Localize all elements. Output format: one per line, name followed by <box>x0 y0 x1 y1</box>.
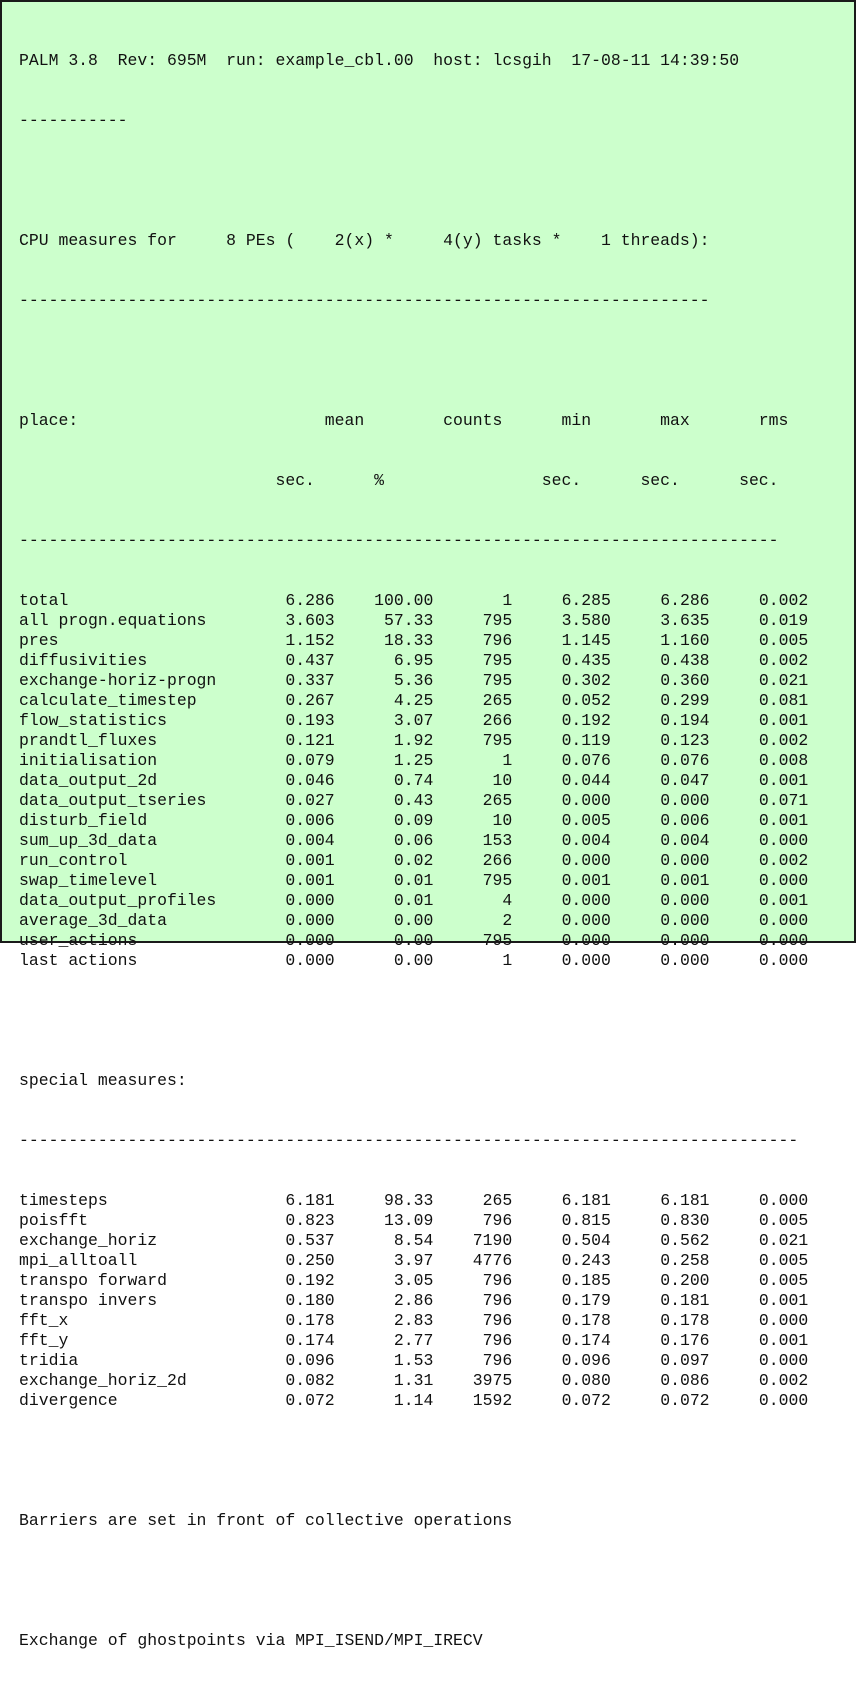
table-row <box>19 631 808 651</box>
table-row <box>19 1331 808 1351</box>
cell-min: 0.076 <box>512 751 611 770</box>
cell-rms: 0.005 <box>709 1271 809 1290</box>
cell-counts: 1 <box>433 951 513 970</box>
cell-counts: 795 <box>433 611 513 630</box>
cell-max: 0.000 <box>610 791 710 810</box>
cell-max: 0.200 <box>610 1271 710 1290</box>
cell-counts: 795 <box>433 651 513 670</box>
cell-mean-pct: 98.33 <box>334 1191 434 1210</box>
cell-mean-pct: 6.95 <box>334 651 434 670</box>
cell-max: 0.004 <box>610 831 710 850</box>
table-row <box>19 691 808 711</box>
cell-rms: 0.008 <box>709 751 809 770</box>
cell-max: 0.086 <box>610 1371 710 1390</box>
cell-max: 0.006 <box>610 811 710 830</box>
cell-min: 6.285 <box>512 591 611 610</box>
cell-place: swap_timelevel <box>19 871 217 890</box>
cell-mean-sec: 0.000 <box>216 891 335 910</box>
cell-max: 0.076 <box>610 751 710 770</box>
cell-mean-sec: 0.096 <box>216 1351 335 1370</box>
cell-mean-sec: 0.000 <box>216 911 335 930</box>
cell-rms: 0.001 <box>709 811 809 830</box>
cell-mean-pct: 18.33 <box>334 631 434 650</box>
cell-place: disturb_field <box>19 811 217 830</box>
cell-max: 0.194 <box>610 711 710 730</box>
table-row <box>19 911 808 931</box>
cell-counts: 2 <box>433 911 513 930</box>
cell-counts: 1592 <box>433 1391 513 1410</box>
cell-min: 0.179 <box>512 1291 611 1310</box>
cell-min: 0.185 <box>512 1271 611 1290</box>
cell-counts: 265 <box>433 791 513 810</box>
cell-counts: 795 <box>433 871 513 890</box>
cell-mean-sec: 0.193 <box>216 711 335 730</box>
cell-max: 6.286 <box>610 591 710 610</box>
cell-place: user_actions <box>19 931 217 950</box>
table-header-rule: ----------------------------------------------------------------------------- <box>19 531 779 550</box>
cell-mean-pct: 13.09 <box>334 1211 434 1230</box>
cell-mean-pct: 1.25 <box>334 751 434 770</box>
cell-counts: 796 <box>433 1291 513 1310</box>
cell-mean-pct: 1.31 <box>334 1371 434 1390</box>
cell-mean-sec: 0.027 <box>216 791 335 810</box>
cell-max: 0.000 <box>610 931 710 950</box>
table-row <box>19 871 808 891</box>
table-header-labels: place: mean counts min max rms <box>19 411 789 430</box>
cell-min: 0.004 <box>512 831 611 850</box>
cell-rms: 0.071 <box>709 791 809 810</box>
cell-max: 0.562 <box>610 1231 710 1250</box>
cell-mean-sec: 0.004 <box>216 831 335 850</box>
table-row <box>19 711 808 731</box>
cell-counts: 796 <box>433 631 513 650</box>
cell-counts: 795 <box>433 931 513 950</box>
table-row <box>19 671 808 691</box>
cell-rms: 0.002 <box>709 651 809 670</box>
cpu-measures-table <box>19 591 808 971</box>
table-row <box>19 1311 808 1331</box>
cell-max: 0.258 <box>610 1251 710 1270</box>
cell-min: 0.044 <box>512 771 611 790</box>
table-row <box>19 611 808 631</box>
cell-counts: 153 <box>433 831 513 850</box>
cell-mean-pct: 5.36 <box>334 671 434 690</box>
barriers-note: Barriers are set in front of collective operations <box>19 1511 513 1530</box>
cell-place: sum_up_3d_data <box>19 831 217 850</box>
cell-place: all progn.equations <box>19 611 217 630</box>
blank-line <box>19 1451 808 1471</box>
cell-place: calculate_timestep <box>19 691 217 710</box>
cell-mean-sec: 0.537 <box>216 1231 335 1250</box>
cell-place: transpo forward <box>19 1271 217 1290</box>
table-row <box>19 751 808 771</box>
cell-rms: 0.021 <box>709 671 809 690</box>
cell-max: 0.000 <box>610 851 710 870</box>
cell-mean-sec: 0.337 <box>216 671 335 690</box>
cell-mean-pct: 2.83 <box>334 1311 434 1330</box>
cell-min: 0.000 <box>512 851 611 870</box>
cell-max: 0.438 <box>610 651 710 670</box>
cell-mean-pct: 4.25 <box>334 691 434 710</box>
special-measures-rule: ------------------------------------------------------------------------------- <box>19 1131 799 1150</box>
cell-mean-sec: 0.174 <box>216 1331 335 1350</box>
cell-mean-sec: 0.250 <box>216 1251 335 1270</box>
table-row <box>19 1291 808 1311</box>
cell-place: data_output_tseries <box>19 791 217 810</box>
cell-mean-sec: 6.181 <box>216 1191 335 1210</box>
cell-mean-pct: 8.54 <box>334 1231 434 1250</box>
cell-mean-pct: 0.02 <box>334 851 434 870</box>
cell-mean-sec: 0.178 <box>216 1311 335 1330</box>
cell-mean-sec: 3.603 <box>216 611 335 630</box>
cell-rms: 0.019 <box>709 611 809 630</box>
table-row <box>19 811 808 831</box>
ghostpoints-note: Exchange of ghostpoints via MPI_ISEND/MPI_IRECV <box>19 1631 483 1650</box>
cell-mean-pct: 0.01 <box>334 871 434 890</box>
cell-mean-sec: 0.072 <box>216 1391 335 1410</box>
cell-min: 1.145 <box>512 631 611 650</box>
cell-rms: 0.002 <box>709 731 809 750</box>
cell-max: 1.160 <box>610 631 710 650</box>
cell-rms: 0.005 <box>709 1211 809 1230</box>
cell-min: 0.243 <box>512 1251 611 1270</box>
cpu-measures-rule: ---------------------------------------------------------------------- <box>19 291 710 310</box>
cell-mean-sec: 0.046 <box>216 771 335 790</box>
cell-max: 3.635 <box>610 611 710 630</box>
cell-min: 0.000 <box>512 911 611 930</box>
cell-max: 0.000 <box>610 911 710 930</box>
cell-min: 0.174 <box>512 1331 611 1350</box>
cell-min: 0.000 <box>512 951 611 970</box>
cell-rms: 0.002 <box>709 591 809 610</box>
cell-rms: 0.002 <box>709 851 809 870</box>
cell-rms: 0.005 <box>709 1251 809 1270</box>
table-row <box>19 1371 808 1391</box>
cell-mean-pct: 3.07 <box>334 711 434 730</box>
cell-min: 0.435 <box>512 651 611 670</box>
cell-max: 0.001 <box>610 871 710 890</box>
table-row <box>19 651 808 671</box>
cell-counts: 3975 <box>433 1371 513 1390</box>
cell-mean-sec: 0.121 <box>216 731 335 750</box>
cell-counts: 795 <box>433 671 513 690</box>
cell-max: 0.097 <box>610 1351 710 1370</box>
cell-mean-pct: 0.06 <box>334 831 434 850</box>
table-row <box>19 1211 808 1231</box>
cell-min: 0.080 <box>512 1371 611 1390</box>
cell-rms: 0.005 <box>709 631 809 650</box>
cell-mean-sec: 0.001 <box>216 871 335 890</box>
cell-mean-sec: 0.006 <box>216 811 335 830</box>
cell-mean-sec: 1.152 <box>216 631 335 650</box>
cell-max: 0.047 <box>610 771 710 790</box>
cell-place: fft_y <box>19 1331 217 1350</box>
cell-mean-pct: 57.33 <box>334 611 434 630</box>
cell-rms: 0.000 <box>709 1391 809 1410</box>
cell-max: 0.830 <box>610 1211 710 1230</box>
cell-rms: 0.002 <box>709 1371 809 1390</box>
cell-rms: 0.021 <box>709 1231 809 1250</box>
cell-rms: 0.001 <box>709 891 809 910</box>
cell-mean-sec: 0.180 <box>216 1291 335 1310</box>
run-info-rule: ----------- <box>19 111 128 130</box>
table-row <box>19 771 808 791</box>
cell-place: flow_statistics <box>19 711 217 730</box>
cell-counts: 4776 <box>433 1251 513 1270</box>
cell-min: 3.580 <box>512 611 611 630</box>
special-measures-heading: special measures: <box>19 1071 187 1090</box>
cell-place: tridia <box>19 1351 217 1370</box>
cell-max: 0.000 <box>610 951 710 970</box>
cell-place: mpi_alltoall <box>19 1251 217 1270</box>
cell-mean-pct: 3.97 <box>334 1251 434 1270</box>
table-row <box>19 791 808 811</box>
cell-place: exchange_horiz_2d <box>19 1371 217 1390</box>
table-row <box>19 831 808 851</box>
cell-min: 0.504 <box>512 1231 611 1250</box>
cell-rms: 0.000 <box>709 911 809 930</box>
cell-mean-pct: 1.53 <box>334 1351 434 1370</box>
table-row <box>19 591 808 611</box>
cell-min: 0.052 <box>512 691 611 710</box>
cell-counts: 4 <box>433 891 513 910</box>
cell-place: run_control <box>19 851 217 870</box>
cell-mean-pct: 0.74 <box>334 771 434 790</box>
cell-counts: 7190 <box>433 1231 513 1250</box>
cell-mean-sec: 0.082 <box>216 1371 335 1390</box>
cell-place: diffusivities <box>19 651 217 670</box>
cell-place: average_3d_data <box>19 911 217 930</box>
table-header-units: sec. % sec. sec. sec. <box>19 471 779 490</box>
cell-rms: 0.001 <box>709 1331 809 1350</box>
cell-rms: 0.000 <box>709 1351 809 1370</box>
cell-min: 0.000 <box>512 791 611 810</box>
blank-line <box>19 171 808 191</box>
cell-max: 6.181 <box>610 1191 710 1210</box>
cell-min: 0.302 <box>512 671 611 690</box>
cell-counts: 796 <box>433 1331 513 1350</box>
cell-mean-sec: 6.286 <box>216 591 335 610</box>
cell-mean-pct: 0.43 <box>334 791 434 810</box>
cell-min: 0.005 <box>512 811 611 830</box>
cell-counts: 1 <box>433 591 513 610</box>
blank-line <box>19 1011 808 1031</box>
cell-mean-pct: 0.01 <box>334 891 434 910</box>
cell-place: divergence <box>19 1391 217 1410</box>
blank-line <box>19 1571 808 1591</box>
cell-rms: 0.001 <box>709 711 809 730</box>
cell-place: data_output_profiles <box>19 891 217 910</box>
cell-rms: 0.000 <box>709 871 809 890</box>
cpu-measures-heading: CPU measures for 8 PEs ( 2(x) * 4(y) tasks * 1 threads): <box>19 231 710 250</box>
cell-rms: 0.001 <box>709 1291 809 1310</box>
cell-place: prandtl_fluxes <box>19 731 217 750</box>
cell-rms: 0.081 <box>709 691 809 710</box>
cell-mean-pct: 0.00 <box>334 951 434 970</box>
table-row <box>19 1191 808 1211</box>
cell-counts: 10 <box>433 771 513 790</box>
cell-mean-sec: 0.000 <box>216 931 335 950</box>
cell-counts: 266 <box>433 851 513 870</box>
table-row <box>19 1251 808 1271</box>
cell-counts: 796 <box>433 1211 513 1230</box>
cell-min: 0.000 <box>512 931 611 950</box>
cell-mean-pct: 0.00 <box>334 911 434 930</box>
cell-min: 0.001 <box>512 871 611 890</box>
cell-min: 0.192 <box>512 711 611 730</box>
cell-mean-pct: 1.92 <box>334 731 434 750</box>
cell-place: last actions <box>19 951 217 970</box>
blank-line <box>19 351 808 371</box>
table-row <box>19 851 808 871</box>
cell-max: 0.360 <box>610 671 710 690</box>
cell-place: timesteps <box>19 1191 217 1210</box>
table-row <box>19 951 808 971</box>
cell-min: 0.815 <box>512 1211 611 1230</box>
cell-counts: 1 <box>433 751 513 770</box>
cell-mean-pct: 100.00 <box>334 591 434 610</box>
cell-rms: 0.001 <box>709 771 809 790</box>
cell-min: 0.000 <box>512 891 611 910</box>
cell-mean-sec: 0.192 <box>216 1271 335 1290</box>
cell-mean-sec: 0.079 <box>216 751 335 770</box>
cell-rms: 0.000 <box>709 831 809 850</box>
cell-counts: 796 <box>433 1311 513 1330</box>
cell-mean-pct: 1.14 <box>334 1391 434 1410</box>
cell-counts: 266 <box>433 711 513 730</box>
cell-place: total <box>19 591 217 610</box>
cell-mean-sec: 0.267 <box>216 691 335 710</box>
cell-counts: 796 <box>433 1271 513 1290</box>
cell-rms: 0.000 <box>709 1311 809 1330</box>
run-info-line: PALM 3.8 Rev: 695M run: example_cbl.00 host: lcsgih 17-08-11 14:39:50 <box>19 51 740 70</box>
table-row <box>19 1271 808 1291</box>
cell-place: data_output_2d <box>19 771 217 790</box>
cell-place: initialisation <box>19 751 217 770</box>
cell-max: 0.181 <box>610 1291 710 1310</box>
table-row <box>19 891 808 911</box>
cell-max: 0.123 <box>610 731 710 750</box>
cell-mean-sec: 0.001 <box>216 851 335 870</box>
cell-place: fft_x <box>19 1311 217 1330</box>
table-row <box>19 1231 808 1251</box>
table-row <box>19 1351 808 1371</box>
cell-rms: 0.000 <box>709 951 809 970</box>
cell-mean-pct: 0.00 <box>334 931 434 950</box>
cell-min: 0.096 <box>512 1351 611 1370</box>
cell-mean-pct: 0.09 <box>334 811 434 830</box>
cell-place: transpo invers <box>19 1291 217 1310</box>
special-measures-table <box>19 1191 808 1411</box>
table-row <box>19 731 808 751</box>
cell-max: 0.072 <box>610 1391 710 1410</box>
cell-counts: 265 <box>433 691 513 710</box>
cell-rms: 0.000 <box>709 931 809 950</box>
cell-mean-pct: 2.77 <box>334 1331 434 1350</box>
cell-min: 6.181 <box>512 1191 611 1210</box>
cell-mean-sec: 0.437 <box>216 651 335 670</box>
cell-max: 0.176 <box>610 1331 710 1350</box>
cell-max: 0.299 <box>610 691 710 710</box>
table-row <box>19 1391 808 1411</box>
cell-counts: 10 <box>433 811 513 830</box>
cpu-report <box>19 11 808 1691</box>
cell-min: 0.178 <box>512 1311 611 1330</box>
cell-counts: 795 <box>433 731 513 750</box>
cell-max: 0.178 <box>610 1311 710 1330</box>
table-row <box>19 931 808 951</box>
cell-place: exchange-horiz-progn <box>19 671 217 690</box>
cell-counts: 796 <box>433 1351 513 1370</box>
cell-place: poisfft <box>19 1211 217 1230</box>
cell-mean-pct: 2.86 <box>334 1291 434 1310</box>
cell-mean-pct: 3.05 <box>334 1271 434 1290</box>
cell-max: 0.000 <box>610 891 710 910</box>
cell-min: 0.119 <box>512 731 611 750</box>
cell-place: pres <box>19 631 217 650</box>
cell-place: exchange_horiz <box>19 1231 217 1250</box>
cell-mean-sec: 0.823 <box>216 1211 335 1230</box>
cell-mean-sec: 0.000 <box>216 951 335 970</box>
cell-counts: 265 <box>433 1191 513 1210</box>
cell-min: 0.072 <box>512 1391 611 1410</box>
cell-rms: 0.000 <box>709 1191 809 1210</box>
